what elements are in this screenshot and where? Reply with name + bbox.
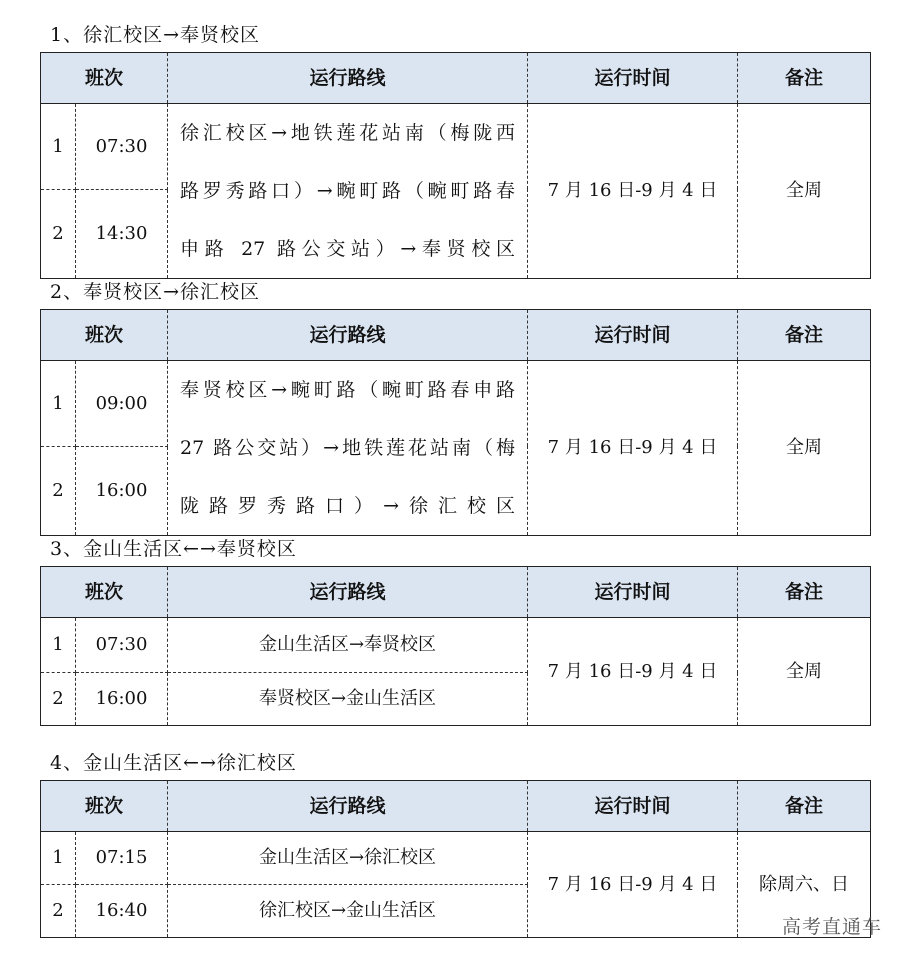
header-num: 班次 xyxy=(41,310,168,361)
route-cell: 徐汇校区→金山生活区 xyxy=(168,885,528,938)
note-cell: 全周 xyxy=(738,104,871,279)
route-line: 陇路罗秀路口）→徐汇校区 xyxy=(180,495,516,517)
row-number: 2 xyxy=(41,673,76,726)
schedule-table-1 xyxy=(40,52,871,279)
route-cell xyxy=(168,104,528,279)
operating-period: 7 月 16 日-9 月 4 日 xyxy=(528,104,738,279)
route-line: 路罗秀路口）→畹町路（畹町路春 xyxy=(180,180,516,202)
header-time: 运行时间 xyxy=(528,567,738,618)
row-number: 1 xyxy=(41,361,76,447)
departure-time: 07:30 xyxy=(76,104,168,190)
schedule-table-2 xyxy=(40,309,871,536)
header-note: 备注 xyxy=(738,53,871,104)
watermark: 高考直通车 xyxy=(781,916,882,938)
departure-time: 07:30 xyxy=(76,618,168,673)
route-cell: 金山生活区→奉贤校区 xyxy=(168,618,528,673)
note-cell: 除周六、日 xyxy=(738,832,871,938)
operating-period: 7 月 16 日-9 月 4 日 xyxy=(528,832,738,938)
row-number: 2 xyxy=(41,885,76,938)
section-2-title: 2、奉贤校区→徐汇校区 xyxy=(50,281,261,303)
section-1-title: 1、徐汇校区→奉贤校区 xyxy=(50,24,261,46)
header-time: 运行时间 xyxy=(528,781,738,832)
header-time: 运行时间 xyxy=(528,53,738,104)
route-line: 奉贤校区→畹町路（畹町路春申路 xyxy=(180,379,516,401)
operating-period: 7 月 16 日-9 月 4 日 xyxy=(528,618,738,726)
section-3-title: 3、金山生活区←→奉贤校区 xyxy=(50,538,297,560)
operating-period: 7 月 16 日-9 月 4 日 xyxy=(528,361,738,536)
departure-time: 07:15 xyxy=(76,832,168,885)
row-number: 1 xyxy=(41,104,76,190)
row-number: 1 xyxy=(41,618,76,673)
route-cell: 金山生活区→徐汇校区 xyxy=(168,832,528,885)
header-note: 备注 xyxy=(738,310,871,361)
header-num: 班次 xyxy=(41,53,168,104)
departure-time: 16:40 xyxy=(76,885,168,938)
header-route: 运行路线 xyxy=(168,310,528,361)
note-cell: 全周 xyxy=(738,361,871,536)
schedule-table-4 xyxy=(40,780,871,938)
route-line: 申路 27 路公交站）→奉贤校区 xyxy=(180,238,516,260)
row-number: 2 xyxy=(41,446,76,535)
note-cell: 全周 xyxy=(738,618,871,726)
departure-time: 16:00 xyxy=(76,446,168,535)
header-note: 备注 xyxy=(738,567,871,618)
header-num: 班次 xyxy=(41,781,168,832)
header-route: 运行路线 xyxy=(168,53,528,104)
header-num: 班次 xyxy=(41,567,168,618)
header-note: 备注 xyxy=(738,781,871,832)
route-line: 徐汇校区→地铁莲花站南（梅陇西 xyxy=(180,122,516,144)
header-route: 运行路线 xyxy=(168,567,528,618)
departure-time: 14:30 xyxy=(76,189,168,278)
route-cell: 奉贤校区→金山生活区 xyxy=(168,673,528,726)
departure-time: 09:00 xyxy=(76,361,168,447)
header-route: 运行路线 xyxy=(168,781,528,832)
schedule-table-3 xyxy=(40,566,871,726)
header-time: 运行时间 xyxy=(528,310,738,361)
route-line: 27 路公交站）→地铁莲花站南（梅 xyxy=(180,437,516,459)
departure-time: 16:00 xyxy=(76,673,168,726)
section-4-title: 4、金山生活区←→徐汇校区 xyxy=(50,752,297,774)
row-number: 2 xyxy=(41,189,76,278)
route-cell xyxy=(168,361,528,536)
row-number: 1 xyxy=(41,832,76,885)
